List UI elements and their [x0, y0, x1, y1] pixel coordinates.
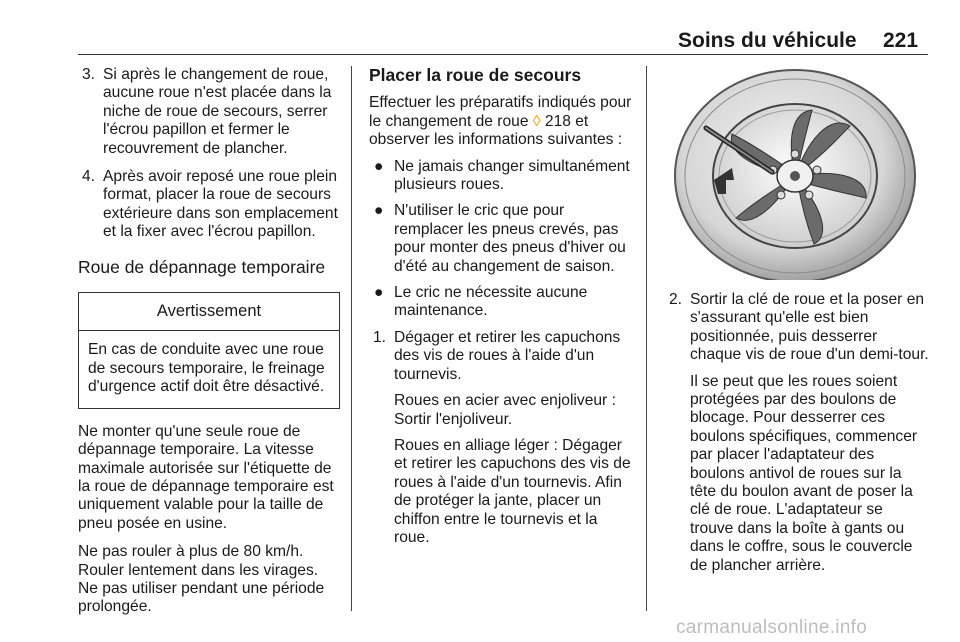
list-item-text: Si après le changement de roue, aucune roue n'est placée dans la niche de roue de secours, serrer l'écrou papillon et fermer le recouvrement de plancher. [103, 66, 332, 157]
step-text: Sortir la clé de roue et la poser en s'assurant qu'elle est bien positionnée, puis desserrer chaque vis de roue d'un demi-tour. [690, 291, 929, 364]
paragraph: Ne pas rouler à plus de 80 km/h. Rouler lentement dans les virages. Ne pas utiliser pendant une période prolongée. [78, 543, 325, 616]
intro-paragraph [369, 94, 637, 149]
bullet-item [369, 158, 637, 195]
list-number: 4. [82, 168, 96, 186]
list-item-3 [78, 66, 340, 158]
column-1 [78, 66, 340, 617]
step-number: 2. [669, 291, 683, 308]
warning-text: En cas de conduite avec une roue de secours temporaire, le freinage d'urgence actif doit être désactivé. [88, 341, 325, 396]
step-paragraph: Roues en acier avec enjoliveur : Sortir l'enjoliveur. [394, 392, 616, 428]
wheel-illustration [662, 68, 928, 280]
step-number: 1. [373, 328, 387, 346]
bullet-icon: ● [374, 157, 384, 175]
column-divider-1 [351, 66, 352, 611]
paragraph: Ne monter qu'une seule roue de dépannage temporaire. La vitesse maximale autorisée sur l'étiquette de la roue de dépannage temporaire est uniquement valable pour la taille de pneu posée en usine. [78, 422, 334, 532]
section-heading: Roue de dépannage temporaire [78, 256, 326, 277]
column-3 [665, 291, 930, 575]
intro-text: Effectuer les préparatifs indiqués pour le changement de roue [369, 94, 632, 130]
watermark: carmanualsonline.info [676, 617, 868, 638]
column-2 [369, 66, 637, 547]
page-number: 221 [883, 29, 919, 52]
list-number: 3. [82, 66, 96, 83]
bullet-item [369, 284, 637, 321]
bullet-icon: ● [374, 284, 384, 302]
list-item-4 [78, 168, 340, 242]
step-2 [665, 291, 930, 575]
bullet-item [369, 202, 637, 276]
column-divider-2 [646, 66, 647, 611]
intro-text: 218 et observer les informations suivantes : [369, 112, 623, 149]
bullet-text: Le cric ne nécessite aucune maintenance. [394, 284, 588, 320]
section-heading: Placer la roue de secours [369, 65, 582, 85]
step-paragraph: Roues en alliage léger : Dégager et retirer les capuchons des vis de roues à l'aide d'un tournevis. Afin de protéger la jante, placer un chiffon entre le tournevis et la roue. [394, 436, 631, 546]
step-1 [369, 329, 637, 547]
bullet-icon: ● [374, 202, 384, 220]
warning-box [78, 292, 340, 409]
list-item-text: Après avoir reposé une roue plein format, placer la roue de secours extérieure dans son emplacement et la fixer avec l'écrou papillon. [103, 168, 338, 241]
warning-title: Avertissement [79, 293, 339, 331]
step-paragraph: Il se peut que les roues soient protégées par des boulons de blocage. Pour desserrer ces boulons spécifiques, commencer par placer l'adaptateur des boulons antivol de roues sur la tête du boulon avant de poser la clé de roue. L'adaptateur se trouve dans la boîte à gants ou dans le coffre, sous le couvercle de plancher arrière. [690, 372, 918, 574]
bullet-text: N'utiliser le cric que pour remplacer les pneus crevés, pas pour monter des pneus d'hiver ou d'été au changement de saison. [394, 202, 626, 275]
header-rule [78, 54, 928, 55]
page-header-title: Soins du véhicule [678, 29, 857, 52]
step-text: Dégager et retirer les capuchons des vis de roues à l'aide d'un tournevis. [394, 328, 621, 383]
bullet-text: Ne jamais changer simultanément plusieurs roues. [394, 157, 630, 194]
wheel-image [662, 68, 928, 280]
cross-reference-icon[interactable]: ◊ [532, 112, 541, 130]
